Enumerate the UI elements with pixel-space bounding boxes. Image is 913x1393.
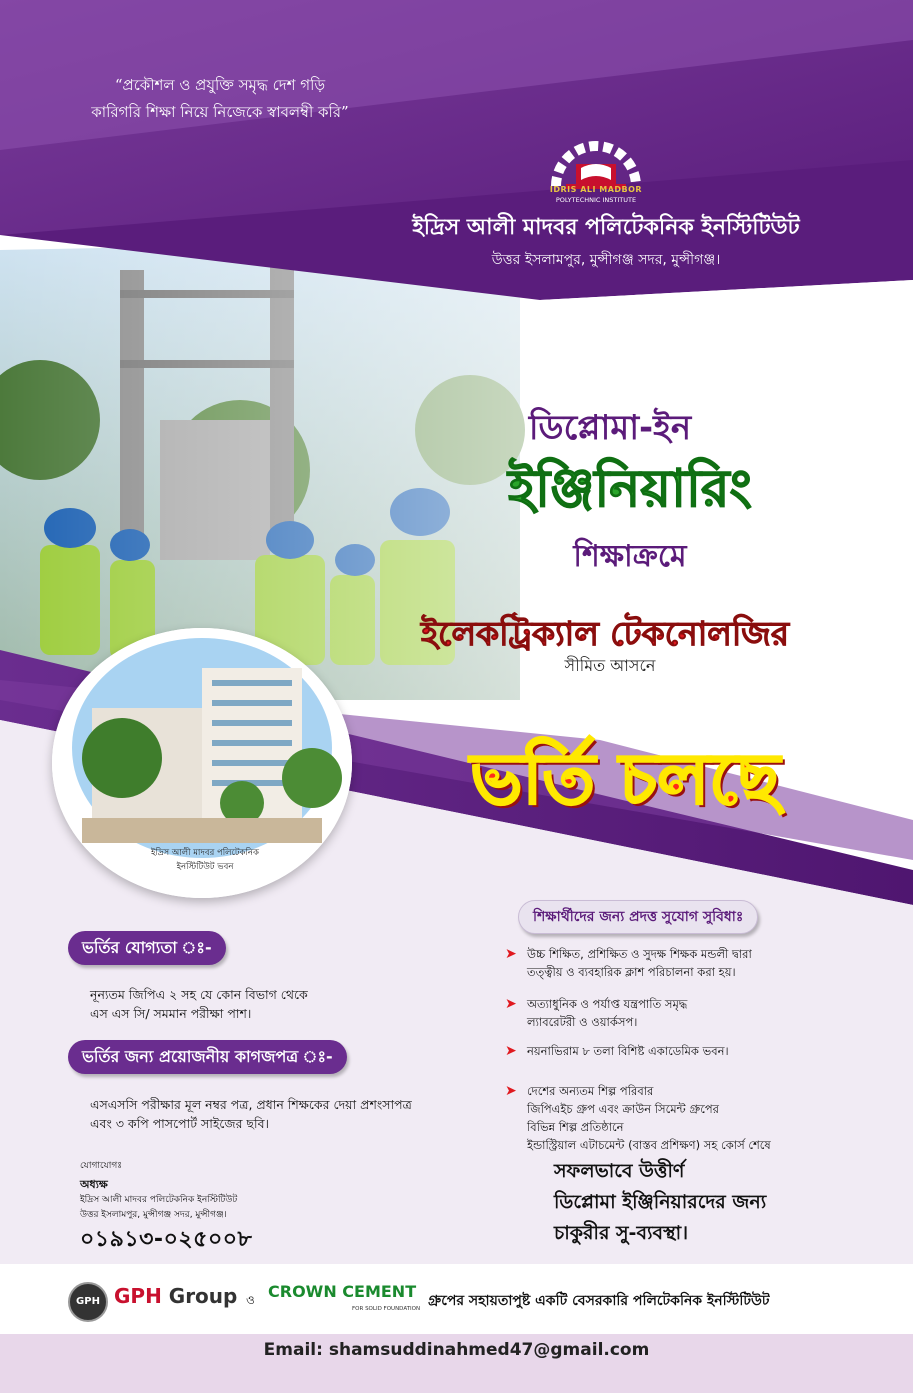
documents-line-1: এসএসসি পরীক্ষার মূল নম্বর পত্র, প্রধান শিক্ষকের দেয়া প্রশংসাপত্র: [90, 1097, 412, 1112]
arrow-icon: ➤: [505, 1043, 517, 1059]
quote-line-1: “প্রকৌশল ও প্রযুক্তি সমৃদ্ধ দেশ গড়ি: [114, 76, 326, 94]
crown-cement-tagline: FOR SOLID FOUNDATION: [352, 1306, 421, 1312]
documents-heading: [68, 1040, 347, 1074]
benefit-4-line-3: বিভিন্ন শিল্প প্রতিষ্ঠানে: [527, 1120, 624, 1134]
benefits-heading: [518, 900, 758, 934]
job-line-1: সফলভাবে উত্তীর্ণ: [554, 1160, 685, 1182]
sponsor-text: গ্রুপের সহায়তাপুষ্ট একটি বেসরকারি পলিটেকনিক ইনস্টিটিউট: [428, 1293, 770, 1309]
slogan-quote: [60, 72, 380, 126]
benefit-item: [505, 995, 847, 1031]
documents-heading-label: ভর্তির জন্য প্রয়োজনীয় কাগজপত্র ঃ-: [82, 1047, 333, 1066]
headline-limited-seats: সীমিত আসনে: [564, 656, 656, 675]
crown-cement-logo: CROWN CEMENT: [268, 1282, 417, 1301]
benefit-2-line-2: ল্যাবরেটরী ও ওয়ার্কসপ।: [527, 1015, 638, 1029]
arrow-icon: ➤: [505, 996, 517, 1012]
eligibility-line-1: নূন্যতম জিপিএ ২ সহ যে কোন বিভাগ থেকে: [90, 987, 308, 1002]
benefit-4-line-4: ইন্ডাস্ট্রিয়াল এটাচমেন্ট (বাস্তব প্রশিক্ষণ) সহ কোর্স শেষে: [527, 1138, 771, 1152]
benefit-1-line-1: উচ্চ শিক্ষিত, প্রশিক্ষিত ও সুদক্ষ শিক্ষক মন্ডলী দ্বারা: [527, 947, 752, 961]
benefit-4-line-2: জিপিএইচ গ্রুপ এবং ক্রাউন সিমেন্ট গ্রুপের: [527, 1102, 719, 1116]
benefit-3-line-1: নয়নাভিরাম ৮ তলা বিশিষ্ট একাডেমিক ভবন।: [527, 1044, 729, 1058]
headline-technology: ইলেকট্রিক্যাল টেকনোলজির: [421, 614, 789, 653]
gph-logo-icon: GPH: [68, 1282, 108, 1322]
contact-title: অধ্যক্ষ: [80, 1178, 108, 1191]
eligibility-heading: [68, 931, 226, 965]
documents-line-2: এবং ৩ কপি পাসপোর্ট সাইজের ছবি।: [90, 1116, 270, 1131]
eligibility-line-2: এস এস সি/ সমমান পরীক্ষা পাশ।: [90, 1006, 252, 1021]
caption-line-2: ইনস্টিটিউট ভবন: [176, 862, 234, 872]
gph-brand: GPH: [114, 1284, 162, 1308]
headline-engineering: ইঞ্জিনিয়ারিং: [508, 459, 752, 519]
contact-email[interactable]: Email: shamsuddinahmed47@gmail.com: [263, 1340, 650, 1360]
eligibility-heading-label: ভর্তির যোগ্যতা ঃ-: [82, 938, 212, 957]
institute-name: ইদ্রিস আলী মাদবর পলিটেকনিক ইনস্টিটিউট: [412, 215, 800, 240]
logo-subtitle: POLYTECHNIC INSTITUTE: [555, 196, 637, 204]
contact-address: উত্তর ইসলামপুর, মুন্সীগঞ্জ সদর, মুন্সীগঞ্জ।: [80, 1210, 227, 1220]
arrow-icon: ➤: [505, 1083, 517, 1099]
gph-group-name: [114, 1284, 237, 1308]
arrow-icon: ➤: [505, 946, 517, 962]
benefits-heading-label: শিক্ষার্থীদের জন্য প্রদত্ত সুযোগ সুবিধাঃ: [533, 909, 744, 925]
job-line-3: চাকুরীর সু-ব্যবস্থা।: [554, 1222, 688, 1244]
headline-admission-ongoing: ভর্তি চলছে: [470, 738, 780, 820]
institute-logo-icon: [546, 126, 646, 206]
benefit-item: [505, 1082, 847, 1154]
benefit-4-line-1: দেশের অন্যতম শিল্প পরিবার: [527, 1084, 654, 1098]
benefit-item: [505, 945, 847, 981]
contact-phone: ০১৯১৩-০২৫০০৮: [80, 1227, 253, 1252]
job-assurance: [554, 1156, 766, 1249]
caption-line-1: ইদ্রিস আলী মাদবর পলিটেকনিক: [151, 848, 259, 858]
logo-name: IDRIS ALI MADBOR: [549, 185, 643, 194]
headline-course: শিক্ষাক্রমে: [573, 539, 687, 574]
footer-conjunction: ও: [246, 1293, 255, 1307]
benefit-2-line-1: অত্যাধুনিক ও পর্যাপ্ত যন্ত্রপাতি সমৃদ্ধ: [527, 997, 688, 1011]
job-line-2: ডিপ্লোমা ইঞ্জিনিয়ারদের জন্য: [554, 1191, 767, 1213]
contact-label: যোগাযোগঃ: [80, 1161, 123, 1171]
gph-group-word: Group: [168, 1284, 238, 1308]
contact-institute: ইদ্রিস আলী মাদবর পলিটেকনিক ইনস্টিটিউট: [80, 1195, 238, 1205]
building-caption: [110, 846, 300, 874]
benefit-1-line-2: তত্ত্বীয় ও ব্যবহারিক ক্লাশ পরিচালনা করা হয়।: [527, 965, 736, 979]
institute-address: উত্তর ইসলামপুর, মুন্সীগঞ্জ সদর, মুন্সীগঞ্জ।: [491, 252, 721, 268]
eligibility-text: [90, 985, 308, 1023]
headline-diploma: ডিপ্লোমা-ইন: [528, 408, 692, 448]
benefit-item: [505, 1042, 847, 1060]
documents-text: [90, 1095, 412, 1133]
quote-line-2: কারিগরি শিক্ষা নিয়ে নিজেকে স্বাবলম্বী করি”: [91, 103, 349, 121]
